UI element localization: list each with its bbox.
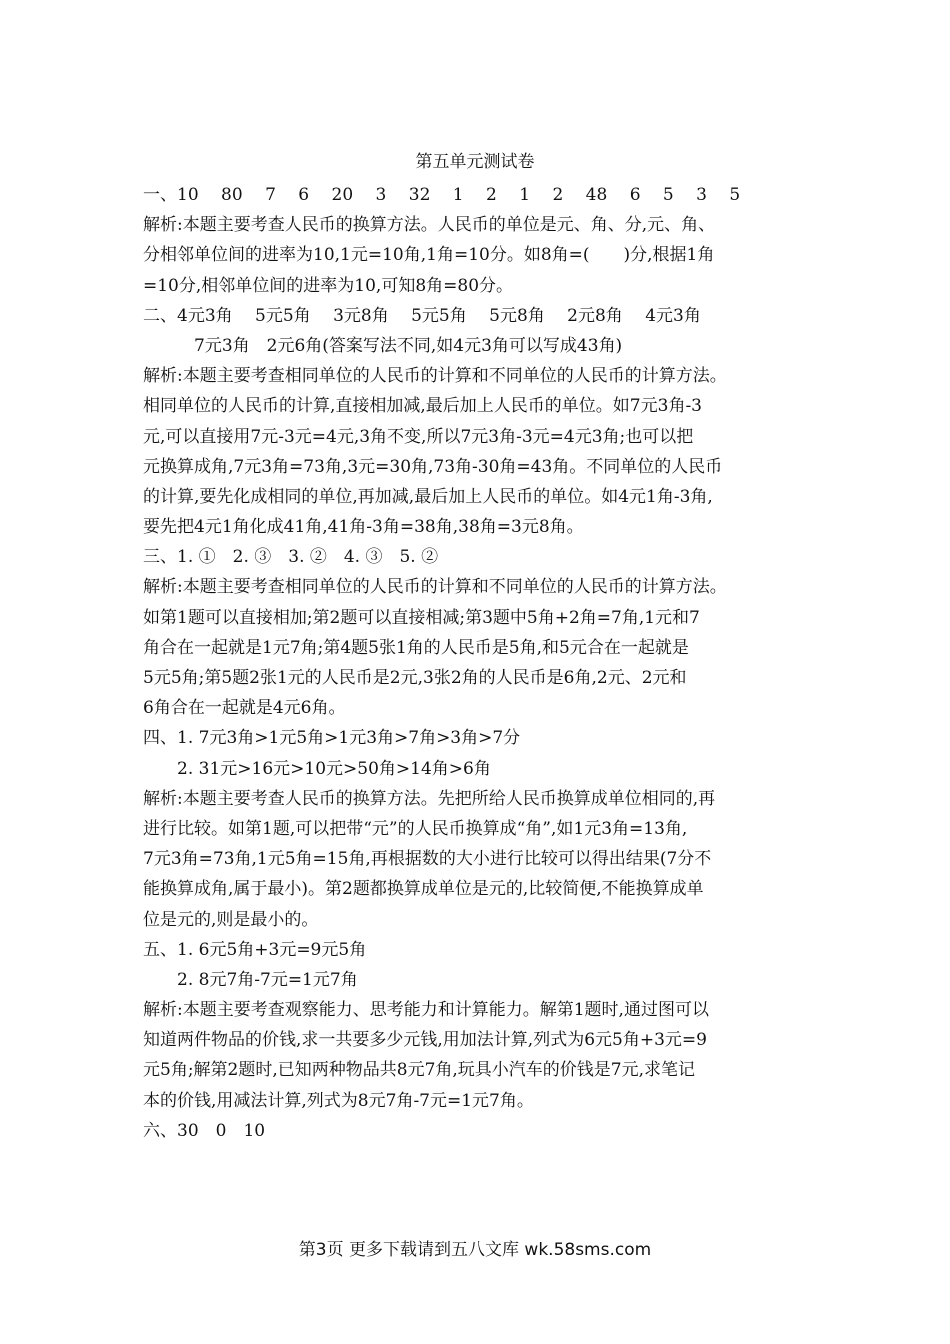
text-line: 要先把4元1角化成41角,41角-3角=38角,38角=3元8角。 [143, 517, 584, 538]
text-line: 7元3角 2元6角(答案写法不同,如4元3角可以写成43角) [143, 335, 623, 356]
text-line: 元,可以直接用7元-3元=4元,3角不变,所以7元3角-3元=4元3角;也可以把 [143, 426, 694, 447]
text-line: 元换算成角,7元3角=73角,3元=30角,73角-30角=43角。不同单位的人民币 [143, 456, 723, 477]
text-line: 进行比较。如第1题,可以把带“元”的人民币换算成“角”,如1元3角=13角, [143, 818, 688, 839]
text-line: 知道两件物品的价钱,求一共要多少元钱,用加法计算,列式为6元5角+3元=9 [143, 1030, 707, 1051]
text-line: 解析:本题主要考查相同单位的人民币的计算和不同单位的人民币的计算方法。 [143, 366, 727, 387]
text-line: 二、4元3角 5元5角 3元8角 5元5角 5元8角 2元8角 4元3角 [143, 305, 701, 326]
text-line: 位是元的,则是最小的。 [143, 909, 319, 930]
page-footer: 第3页 更多下载请到五八文库 wk.58sms.com [298, 1240, 652, 1260]
text-line: 三、1. ① 2. ③ 3. ② 4. ③ 5. ② [143, 547, 439, 568]
text-line: 解析:本题主要考查人民币的换算方法。人民币的单位是元、角、分,元、角、 [143, 215, 716, 236]
text-line: 能换算成角,属于最小)。第2题都换算成单位是元的,比较简便,不能换算成单 [143, 879, 704, 900]
text-line: 5元5角;第5题2张1元的人民币是2元,3张2角的人民币是6角,2元、2元和 [143, 668, 687, 688]
text-line: 解析:本题主要考查人民币的换算方法。先把所给人民币换算成单位相同的,再 [143, 788, 716, 809]
text-line: 的计算,要先化成相同的单位,再加减,最后加上人民币的单位。如4元1角-3角, [143, 486, 713, 507]
text-line: 7元3角=73角,1元5角=15角,再根据数的大小进行比较可以得出结果(7分不 [143, 849, 712, 870]
text-line: 如第1题可以直接相加;第2题可以直接相减;第3题中5角+2角=7角,1元和7 [143, 607, 700, 628]
text-line: 一、10 80 7 6 20 3 32 1 2 1 2 48 6 5 3 5 [143, 185, 741, 205]
text-line: 2. 31元>16元>10元>50角>14角>6角 [143, 758, 491, 779]
text-line: 解析:本题主要考查观察能力、思考能力和计算能力。解第1题时,通过图可以 [143, 1000, 709, 1021]
text-line: 四、1. 7元3角>1元5角>1元3角>7角>3角>7分 [143, 728, 521, 749]
text-line: 6角合在一起就是4元6角。 [143, 698, 346, 719]
page-title: 第五单元测试卷 [415, 152, 535, 172]
text-line: 分相邻单位间的进率为10,1元=10角,1角=10分。如8角=( )分,根据1角 [143, 245, 715, 266]
text-line: =10分,相邻单位间的进率为10,可知8角=80分。 [143, 275, 514, 296]
text-line: 六、30 0 10 [143, 1120, 266, 1141]
text-line: 本的价钱,用减法计算,列式为8元7角-7元=1元7角。 [143, 1090, 534, 1111]
text-line: 2. 8元7角-7元=1元7角 [143, 969, 358, 990]
text-line: 相同单位的人民币的计算,直接相加减,最后加上人民币的单位。如7元3角-3 [143, 396, 702, 417]
text-line: 元5角;解第2题时,已知两种物品共8元7角,玩具小汽车的价钱是7元,求笔记 [143, 1060, 696, 1081]
text-line: 五、1. 6元5角+3元=9元5角 [143, 939, 367, 960]
text-line: 解析:本题主要考查相同单位的人民币的计算和不同单位的人民币的计算方法。 [143, 577, 727, 598]
text-line: 角合在一起就是1元7角;第4题5张1角的人民币是5角,和5元合在一起就是 [143, 637, 689, 658]
answer-body [143, 180, 823, 1146]
